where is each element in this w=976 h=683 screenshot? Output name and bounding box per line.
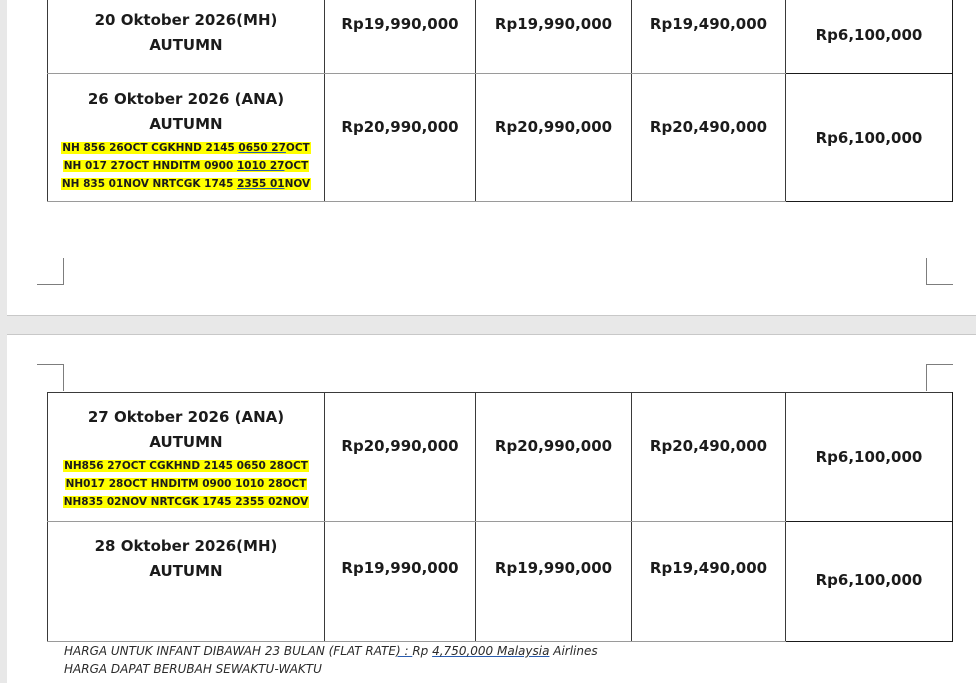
infant-price-note: HARGA UNTUK INFANT DIBAWAH 23 BULAN (FLAT RATE) : Rp 4,750,000 Malaysia Airlines <box>64 644 598 658</box>
price-cell: Rp20,490,000 <box>632 393 786 522</box>
extra-price-cell: Rp6,100,000 <box>786 393 953 522</box>
document-page-1 <box>7 0 976 316</box>
flight-line: NH856 27OCT CGKHND 2145 0650 28OCT <box>64 460 308 472</box>
departure-date-cell <box>48 522 325 642</box>
season-label: AUTUMN <box>149 36 223 54</box>
price-cell: Rp19,990,000 <box>325 522 476 642</box>
departure-date-cell <box>48 393 325 522</box>
extra-price-cell: Rp6,100,000 <box>786 522 953 642</box>
margin-corner-mark <box>37 258 64 285</box>
table-row <box>48 0 953 73</box>
price-cell: Rp19,990,000 <box>325 0 476 73</box>
table-row <box>48 522 953 642</box>
extra-price-cell: Rp6,100,000 <box>786 73 953 201</box>
price-cell: Rp19,490,000 <box>632 0 786 73</box>
price-cell: Rp20,990,000 <box>325 73 476 201</box>
flight-schedule <box>63 457 310 511</box>
price-cell: Rp19,990,000 <box>476 522 632 642</box>
departure-date: 20 Oktober 2026(MH) <box>94 11 278 29</box>
flight-line: NH835 02NOV NRTCGK 1745 2355 02NOV <box>63 496 309 508</box>
price-cell: Rp20,490,000 <box>632 73 786 201</box>
price-cell: Rp20,990,000 <box>476 393 632 522</box>
flight-schedule <box>61 139 311 193</box>
flight-line: NH 856 26OCT CGKHND 2145 0650 27OCT <box>62 141 310 154</box>
flight-line: NH 017 27OCT HNDITM 0900 1010 27OCT <box>63 159 309 172</box>
departure-date: 27 Oktober 2026 (ANA) <box>87 408 285 426</box>
price-cell: Rp20,990,000 <box>476 73 632 201</box>
price-change-disclaimer: HARGA DAPAT BERUBAH SEWAKTU-WAKTU <box>64 662 322 676</box>
margin-corner-mark <box>37 364 64 391</box>
document-page-2 <box>7 334 976 683</box>
price-cell: Rp20,990,000 <box>325 393 476 522</box>
season-label: AUTUMN <box>149 433 223 451</box>
fare-table-page-2 <box>47 392 953 642</box>
margin-corner-mark <box>926 258 953 285</box>
table-row <box>48 73 953 201</box>
season-label: AUTUMN <box>149 114 223 133</box>
fare-table-page-1 <box>47 0 953 202</box>
table-row <box>48 393 953 522</box>
flight-line: NH017 28OCT HNDITM 0900 1010 28OCT <box>65 478 307 490</box>
margin-corner-mark <box>926 364 953 391</box>
price-cell: Rp19,490,000 <box>632 522 786 642</box>
departure-date-cell <box>48 0 325 73</box>
flight-line: NH 835 01NOV NRTCGK 1745 2355 01NOV <box>61 177 311 190</box>
departure-date: 26 Oktober 2026 (ANA) <box>87 89 285 108</box>
extra-price-cell: Rp6,100,000 <box>786 0 953 73</box>
departure-date: 28 Oktober 2026(MH) <box>94 537 278 555</box>
departure-date-cell <box>48 73 325 201</box>
price-cell: Rp19,990,000 <box>476 0 632 73</box>
season-label: AUTUMN <box>149 562 223 580</box>
